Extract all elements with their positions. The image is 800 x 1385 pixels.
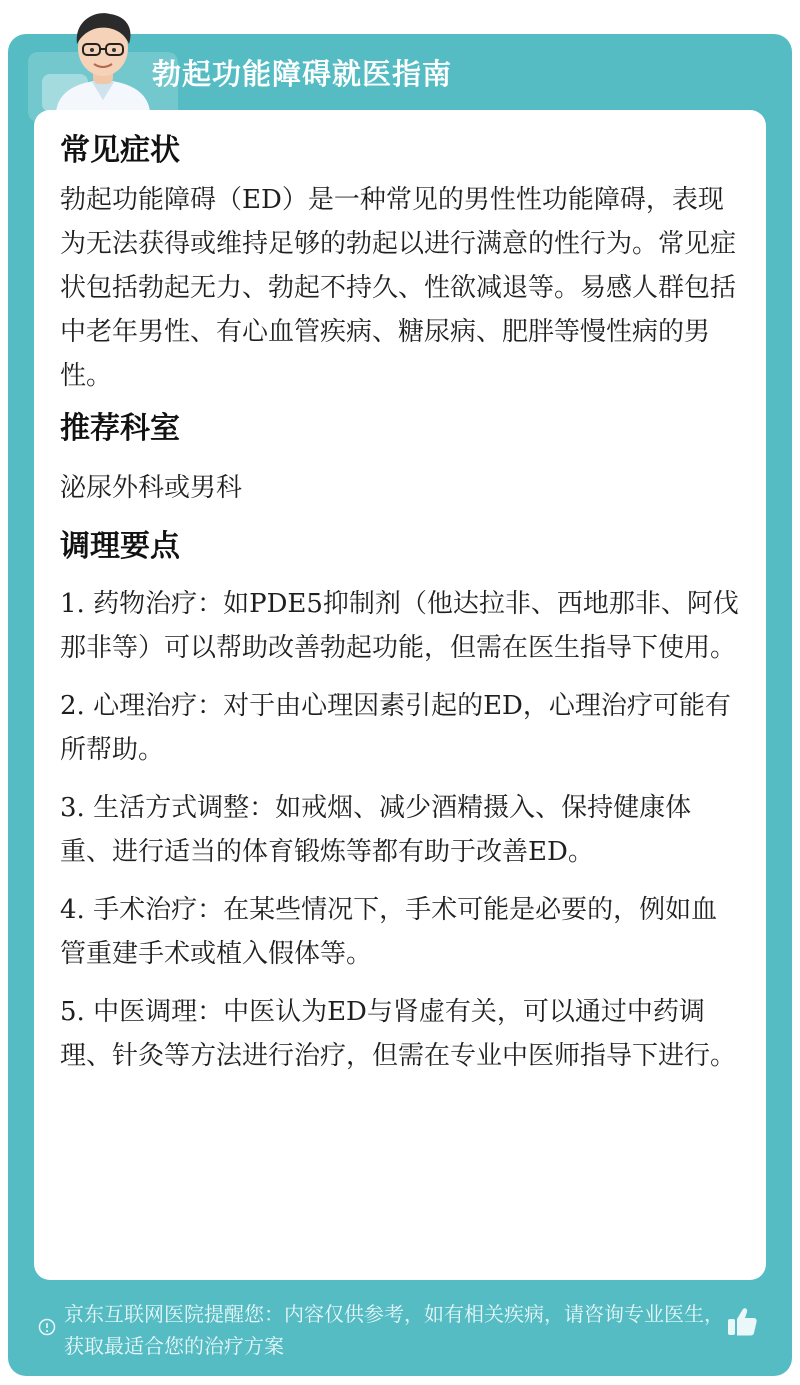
care-list [60,582,740,1078]
care-item: 4. 手术治疗：在某些情况下，手术可能是必要的，例如血管重建手术或植入假体等。 [60,895,718,969]
page-title: 勃起功能障碍就医指南 [152,57,453,91]
footer-notice-text: 京东互联网医院提醒您：内容仅供参考，如有相关疾病，请咨询专业医生，获取最适合您的治疗方案 [64,1302,724,1358]
care-heading: 调理要点 [60,529,180,564]
footer-notice [36,1298,726,1362]
department-text: 泌尿外科或男科 [60,473,243,503]
care-item: 5. 中医调理：中医认为ED与肾虚有关，可以通过中药调理、针灸等方法进行治疗，但需在专业中医师指导下进行。 [60,997,737,1071]
symptoms-heading: 常见症状 [60,133,180,168]
symptoms-text: 勃起功能障碍（ED）是一种常见的男性性功能障碍，表现为无法获得或维持足够的勃起以进行满意的性行为。常见症状包括勃起无力、勃起不持久、性欲减退等。易感人群包括中老年男性、有心血管疾病、糖尿病、肥胖等慢性病的男性。 [60,185,737,391]
content-body [60,130,740,1092]
thumbs-up-icon[interactable] [724,1304,760,1340]
care-item: 1. 药物治疗：如PDE5抑制剂（他达拉非、西地那非、阿伐那非等）可以帮助改善勃起功能，但需在医生指导下使用。 [60,589,739,663]
doctor-avatar [48,8,158,112]
department-heading: 推荐科室 [60,411,180,446]
care-item: 2. 心理治疗：对于由心理因素引起的ED，心理治疗可能有所帮助。 [60,691,731,765]
care-item: 3. 生活方式调整：如戒烟、减少酒精摄入、保持健康体重、进行适当的体育锻炼等都有助于改善ED。 [60,793,692,867]
